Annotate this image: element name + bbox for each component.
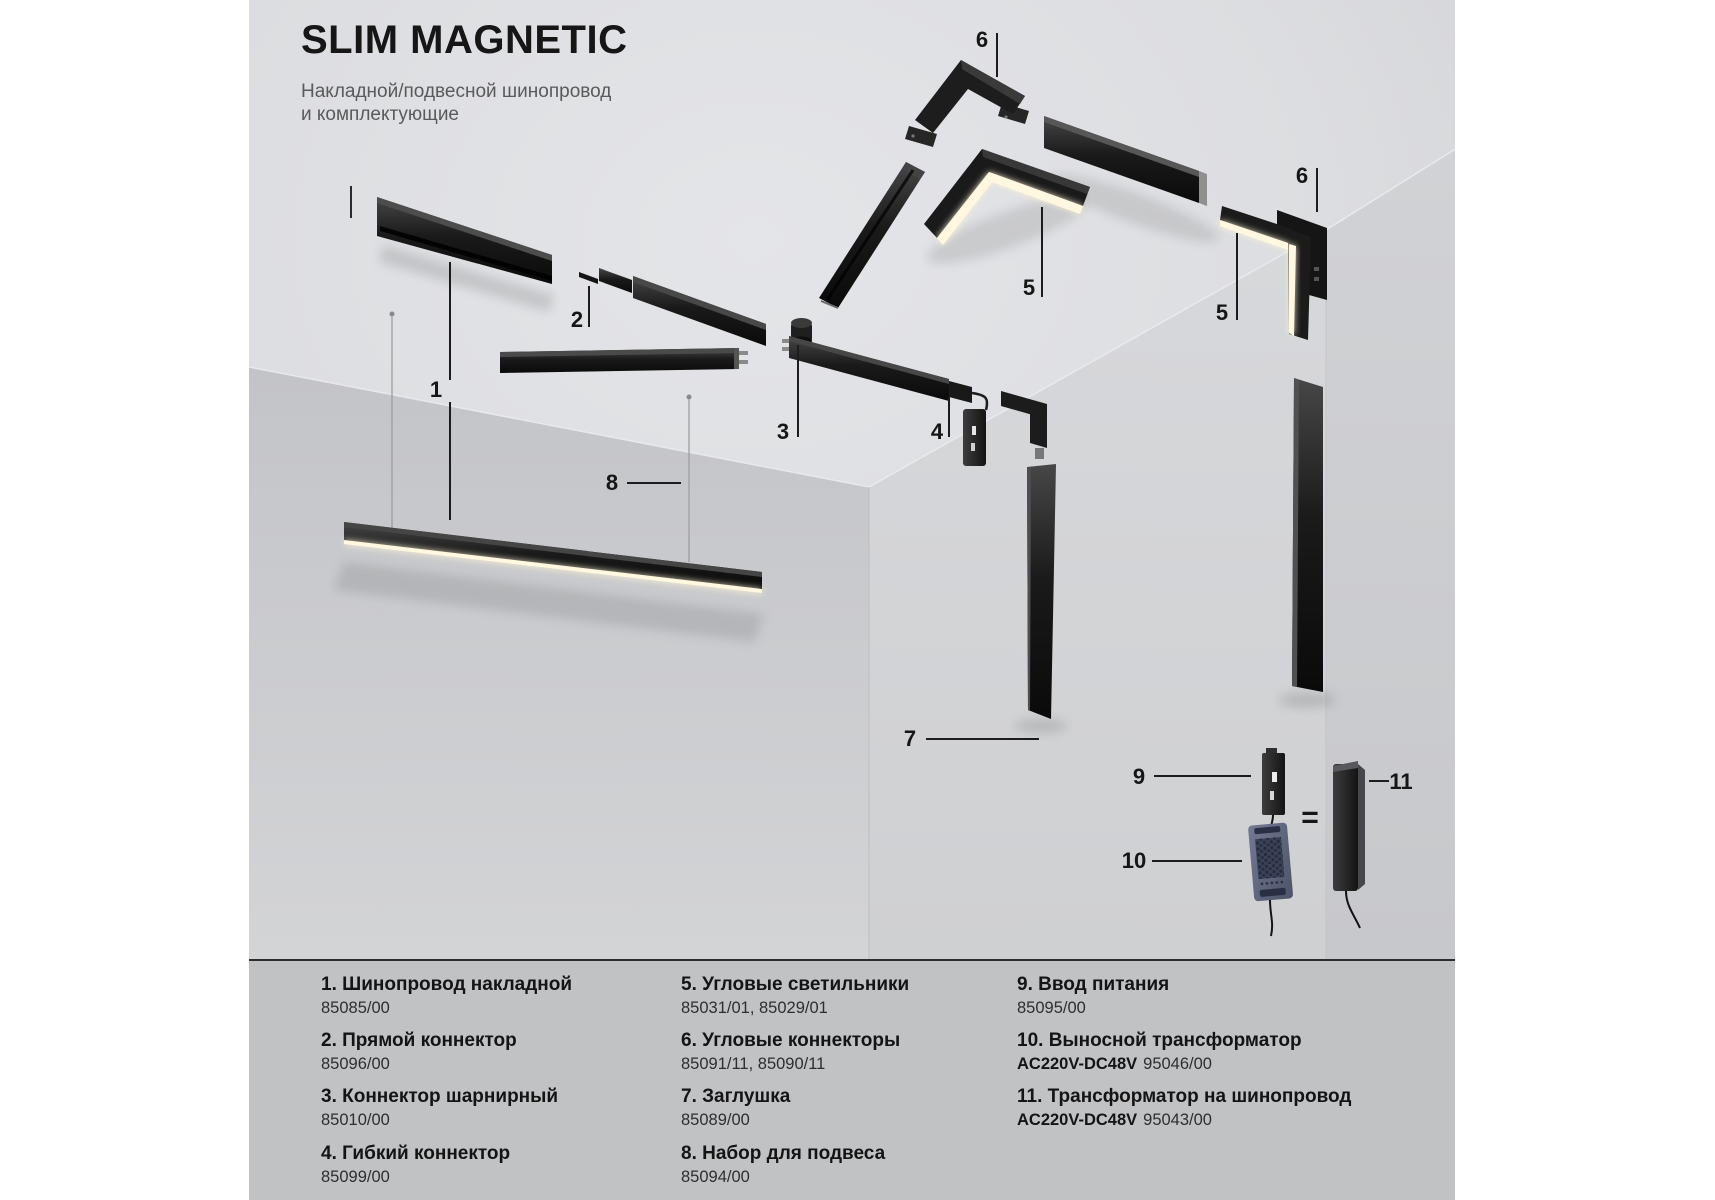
legend-item-11	[1017, 1086, 1351, 1131]
callout-11: 11	[1389, 769, 1413, 794]
item-code: AC220V-DC48V 95046/00	[1017, 1055, 1212, 1074]
legend-column-2	[681, 974, 909, 1199]
item-code: 85096/00	[321, 1055, 390, 1074]
callout-6-top: 6	[975, 27, 989, 52]
legend-item-2	[321, 1030, 572, 1075]
legend	[249, 959, 1455, 1200]
item-name: 4. Гибкий коннектор	[321, 1142, 511, 1164]
item-code: 85094/00	[681, 1167, 750, 1186]
item-name: 5. Угловые светильники	[681, 974, 910, 995]
callout-6-corner: 6	[1295, 163, 1309, 188]
legend-item-7	[681, 1086, 909, 1131]
legend-item-9	[1017, 974, 1351, 1019]
floating-track	[500, 348, 748, 373]
item-name: 10. Выносной трансформатор	[1017, 1030, 1302, 1052]
item-name: 1. Шинопровод накладной	[321, 974, 573, 995]
item-name: 2. Прямой коннектор	[321, 1030, 517, 1052]
legend-item-4	[321, 1143, 572, 1188]
callout-9: 9	[1132, 764, 1146, 789]
item-code: 85031/01, 85029/01	[681, 998, 828, 1017]
item-code: 85095/00	[1017, 998, 1086, 1017]
item-code: 85089/00	[681, 1111, 750, 1130]
legend-column-1	[321, 974, 572, 1199]
legend-item-10	[1017, 1030, 1351, 1075]
legend-item-5	[681, 974, 909, 1019]
item-name: 3. Коннектор шарнирный	[321, 1086, 559, 1108]
callout-7: 7	[903, 726, 917, 751]
callout-5-corner: 5	[1215, 300, 1229, 325]
callout-4: 4	[930, 419, 944, 444]
legend-item-8	[681, 1143, 909, 1188]
legend-item-3	[321, 1086, 572, 1131]
item-name: 11. Трансформатор на шинопровод	[1017, 1086, 1352, 1108]
legend-column-3	[1017, 974, 1351, 1143]
equals-sign: =	[1301, 801, 1319, 834]
item-name: 6. Угловые коннекторы	[681, 1030, 901, 1052]
legend-item-1	[321, 974, 572, 1019]
item-code: 85091/11, 85090/11	[681, 1055, 826, 1074]
page-header	[301, 20, 627, 126]
legend-item-6	[681, 1030, 909, 1075]
item-name: 8. Набор для подвеса	[681, 1142, 886, 1164]
product-scene	[249, 0, 1455, 1200]
callout-10: 10	[1121, 848, 1147, 873]
page-subtitle	[301, 80, 627, 126]
transformer-10	[1248, 822, 1293, 901]
callout-1: 1	[429, 377, 443, 402]
item-code: 85010/00	[321, 1111, 390, 1130]
wall-track-center	[1027, 464, 1056, 719]
callout-8: 8	[605, 470, 619, 495]
page-title: SLIM MAGNETIC	[301, 18, 628, 62]
item-name: 9. Ввод питания	[1017, 974, 1170, 995]
item-code: 85085/00	[321, 998, 390, 1017]
item-name: 7. Заглушка	[681, 1086, 791, 1108]
item-code: AC220V-DC48V 95043/00	[1017, 1111, 1212, 1130]
wall-track-right	[1292, 378, 1323, 692]
callout-5-center: 5	[1022, 275, 1036, 300]
callout-3: 3	[776, 419, 790, 444]
subtitle-line-1: Накладной/подвесной шинопровод	[301, 81, 612, 102]
subtitle-line-2: и комплектующие	[301, 104, 459, 126]
callout-2: 2	[570, 307, 584, 332]
item-code: 85099/00	[321, 1167, 390, 1186]
